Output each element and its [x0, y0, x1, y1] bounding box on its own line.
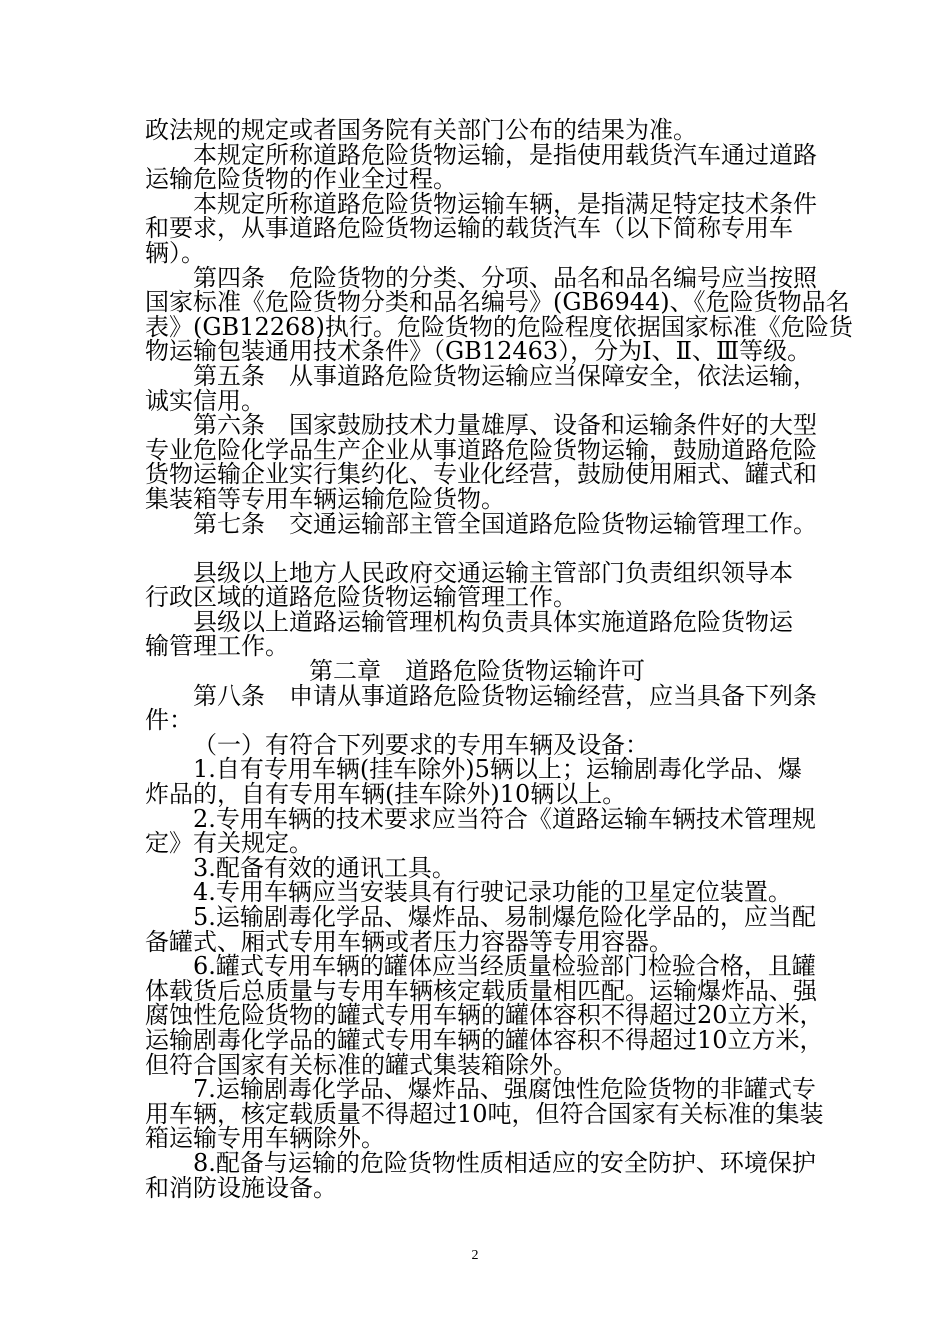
text-line: 腐蚀性危险货物的罐式专用车辆的罐体容积不得超过20立方米， — [145, 1001, 824, 1030]
text-line: 行政区域的道路危险货物运输管理工作。 — [145, 583, 577, 612]
text-line: 第六条 国家鼓励技术力量雄厚、设备和运输条件好的大型 — [193, 411, 817, 440]
text-line: 县级以上地方人民政府交通运输主管部门负责组织领导本 — [193, 558, 793, 587]
text-line: 3.配备有效的通讯工具。 — [193, 853, 456, 882]
text-line: 本规定所称道路危险货物运输，是指使用载货汽车通过道路 — [193, 140, 817, 169]
text-line: 货物运输企业实行集约化、专业化经营，鼓励使用厢式、罐式和 — [145, 460, 817, 489]
text-line: 诚实信用。 — [145, 386, 265, 415]
text-line: 物运输包装通用技术条件》（GB12463），分为Ⅰ、Ⅱ、Ⅲ等级。 — [145, 337, 812, 366]
text-line: 和要求，从事道路危险货物运输的载货汽车（以下简称专用车 — [145, 214, 793, 243]
text-line: 专业危险化学品生产企业从事道路危险货物运输，鼓励道路危险 — [145, 435, 817, 464]
text-line: 5.运输剧毒化学品、爆炸品、易制爆危险化学品的，应当配 — [193, 903, 816, 931]
text-line: （一）有符合下列要求的专用车辆及设备： — [193, 730, 649, 759]
text-line: 定》有关规定。 — [145, 829, 313, 858]
text-line: 体载货后总质量与专用车辆核定载质量相匹配。运输爆炸品、强 — [145, 976, 817, 1005]
text-line: 集装箱等专用车辆运输危险货物。 — [145, 484, 505, 513]
text-line: 运输剧毒化学品的罐式专用车辆的罐体容积不得超过10立方米， — [145, 1025, 824, 1054]
text-line: 6.罐式专用车辆的罐体应当经质量检验部门检验合格，且罐 — [193, 952, 816, 981]
document-body — [145, 116, 853, 1202]
text-line: 但符合国家有关标准的罐式集装箱除外。 — [145, 1050, 577, 1079]
text-line: 7.运输剧毒化学品、爆炸品、强腐蚀性危险货物的非罐式专 — [193, 1075, 816, 1104]
text-line: 2.专用车辆的技术要求应当符合《道路运输车辆技术管理规 — [193, 804, 816, 833]
text-line: 县级以上道路运输管理机构负责具体实施道路危险货物运 — [193, 607, 793, 636]
text-line: 1.自有专用车辆(挂车除外)5辆以上；运输剧毒化学品、爆 — [193, 755, 802, 784]
text-line: 第八条 申请从事道路危险货物运输经营，应当具备下列条 — [193, 681, 817, 710]
text-line: 8.配备与运输的危险货物性质相适应的安全防护、环境保护 — [193, 1148, 816, 1177]
text-line: 运输危险货物的作业全过程。 — [145, 165, 457, 194]
text-line: 4.专用车辆应当安装具有行驶记录功能的卫星定位装置。 — [193, 878, 792, 907]
text-line: 政法规的规定或者国务院有关部门公布的结果为准。 — [145, 116, 697, 144]
page-number: 2 — [471, 1248, 479, 1263]
chapter-heading: 第二章 道路危险货物运输许可 — [309, 657, 645, 686]
blank-line — [145, 536, 809, 561]
text-line: 辆）。 — [145, 238, 205, 267]
text-line: 国家标准《危险货物分类和品名编号》(GB6944)、《危险货物品名 — [145, 288, 850, 317]
text-line: 炸品的，自有专用车辆(挂车除外)10辆以上。 — [145, 780, 627, 809]
text-line: 和消防设施设备。 — [145, 1173, 337, 1202]
text-line: 本规定所称道路危险货物运输车辆，是指满足特定技术条件 — [193, 189, 817, 218]
text-line: 输管理工作。 — [145, 632, 289, 661]
text-line: 第五条 从事道路危险货物运输应当保障安全，依法运输， — [193, 361, 817, 390]
text-line: 备罐式、厢式专用车辆或者压力容器等专用容器。 — [145, 927, 673, 956]
text-line: 第四条 危险货物的分类、分项、品名和品名编号应当按照 — [193, 263, 817, 292]
text-line: 第七条 交通运输部主管全国道路危险货物运输管理工作。 — [193, 509, 817, 538]
text-line: 用车辆，核定载质量不得超过10吨，但符合国家有关标准的集装 — [145, 1099, 824, 1128]
text-line: 件： — [145, 706, 193, 735]
text-line: 表》(GB12268)执行。危险货物的危险程度依据国家标准《危险货 — [145, 312, 853, 341]
text-line: 箱运输专用车辆除外。 — [145, 1124, 385, 1153]
